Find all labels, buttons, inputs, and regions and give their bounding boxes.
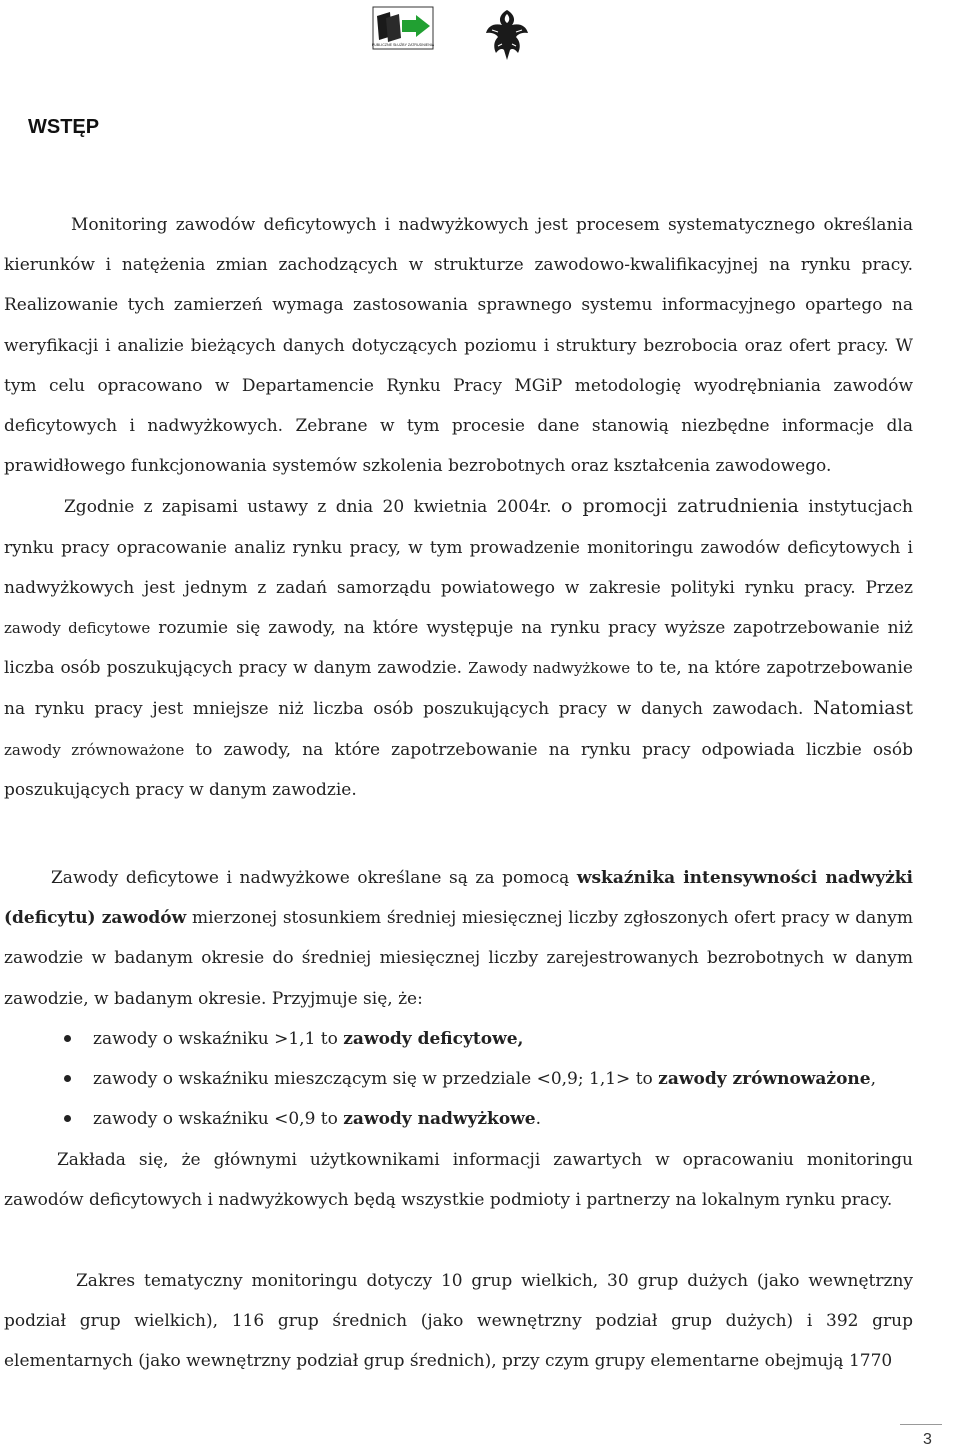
p2-s5: rozumie się zawody, na które występuje na rynku pracy wyższe zapotrzebowanie niż liczba osób poszukujących pracy w danym zawodzie. — [4, 618, 913, 679]
p3-s1: Zawody deficytowe i nadwyżkowe określane są za pomocą — [51, 868, 577, 888]
bullet-term: zawody nadwyżkowe — [343, 1109, 536, 1130]
indicator-section — [4, 858, 913, 1139]
list-item — [4, 1019, 913, 1059]
bullet-tail: . — [535, 1109, 542, 1130]
indicator-name: wskaźnika intensywności nadwyżki (deficytu) zawodów — [4, 868, 913, 929]
page-number: 3 — [923, 1431, 932, 1448]
bullet-term: zawody deficytowe, — [343, 1028, 524, 1049]
scope-section — [4, 1261, 913, 1382]
logo-left-caption: PUBLICZNE SŁUŻBY ZATRUDNIENIA — [372, 43, 434, 47]
paragraph-indicator — [4, 858, 913, 1019]
bullet-text: zawody o wskaźniku mieszczącym się w przedziale <0,9; 1,1> to — [93, 1069, 659, 1090]
p2-s1: Zgodnie z zapisami ustawy z dnia 20 kwietnia 2004r. — [64, 497, 561, 518]
list-item — [4, 1099, 913, 1139]
term-surplus: Zawody nadwyżkowe — [468, 659, 631, 678]
eagle-emblem-icon — [484, 6, 530, 62]
users-section — [4, 1140, 913, 1220]
p3-s3: mierzonej stosunkiem średniej miesięcznej liczby zgłoszonych ofert pracy w danym zawodzie w badanym okresie do średniej miesięcznej liczby zarejestrowanych bezrobotnych w danym zawodzie, w badanym okresie. Przyjmuje się, że: — [4, 908, 913, 1009]
page-title: WSTĘP — [28, 116, 100, 138]
bullet-tail: , — [870, 1069, 877, 1090]
paragraph-scope: Zakres tematyczny monitoringu dotyczy 10 grup wielkich, 30 grup dużych (jako wewnętrzny podział grup wielkich), 116 grup średnich (jako wewnętrzny podział grup dużych) i 392 grup elementarnych (jako wewnętrzny podział grup średnich), przy czym grupy elementarne obejmują 1770 — [4, 1271, 913, 1372]
p2-natomiast: Natomiast — [813, 697, 913, 720]
p2-s7: to te, na które zapotrzebowanie na rynku pracy jest mniejsze niż liczba osób poszukujących pracy w danych zawodach. — [4, 658, 913, 720]
header-logos — [372, 6, 532, 64]
p2-s3: instytucjach rynku pracy opracowanie analiz rynku pracy, w tym prowadzenie monitoringu zawodów deficytowych i nadwyżkowych jest jednym z zadań samorządu powiatowego w zakresie polityki rynku pracy. Przez — [4, 497, 914, 598]
term-balanced: zawody zrównoważone — [4, 740, 185, 759]
bullet-text: zawody o wskaźniku <0,9 to — [93, 1109, 344, 1130]
footer-divider — [900, 1424, 942, 1425]
bullet-term: zawody zrównoważone — [658, 1069, 871, 1090]
intro-section — [4, 205, 913, 810]
bullet-text: zawody o wskaźniku >1,1 to — [93, 1028, 344, 1049]
paragraph-legal-basis — [4, 486, 913, 810]
threshold-list — [4, 1019, 913, 1140]
paragraph-users: Zakłada się, że głównymi użytkownikami informacji zawartych w opracowaniu monitoringu zawodów deficytowych i nadwyżkowych będą wszystkie podmioty i partnerzy na lokalnym rynku pracy. — [4, 1150, 913, 1211]
term-deficit: zawody deficytowe — [4, 619, 151, 638]
p2-s11: to zawody, na które zapotrzebowanie na rynku pracy odpowiada liczbie osób poszukujących pracy w danym zawodzie. — [4, 739, 913, 800]
list-item — [4, 1059, 913, 1099]
psz-logo-icon — [372, 6, 434, 50]
p2-act-name: o promocji zatrudnienia — [560, 495, 799, 518]
paragraph-monitoring: Monitoring zawodów deficytowych i nadwyżkowych jest procesem systematycznego określania kierunków i natężenia zmian zachodzących w strukturze zawodowo-kwalifikacyjnej na rynku pracy. Realizowanie tych zamierzeń wymaga zastosowania sprawnego systemu informacyjnego opartego na weryfikacji i analizie bieżących danych dotyczących poziomu i struktury bezrobocia oraz ofert pracy. W tym celu opracowano w Departamencie Rynku Pracy MGiP metodologię wyodrębniania zawodów deficytowych i nadwyżkowych. Zebrane w tym procesie dane stanowią niezbędne informacje dla prawidłowego funkcjonowania systemów szkolenia bezrobotnych oraz kształcenia zawodowego. — [4, 215, 913, 477]
